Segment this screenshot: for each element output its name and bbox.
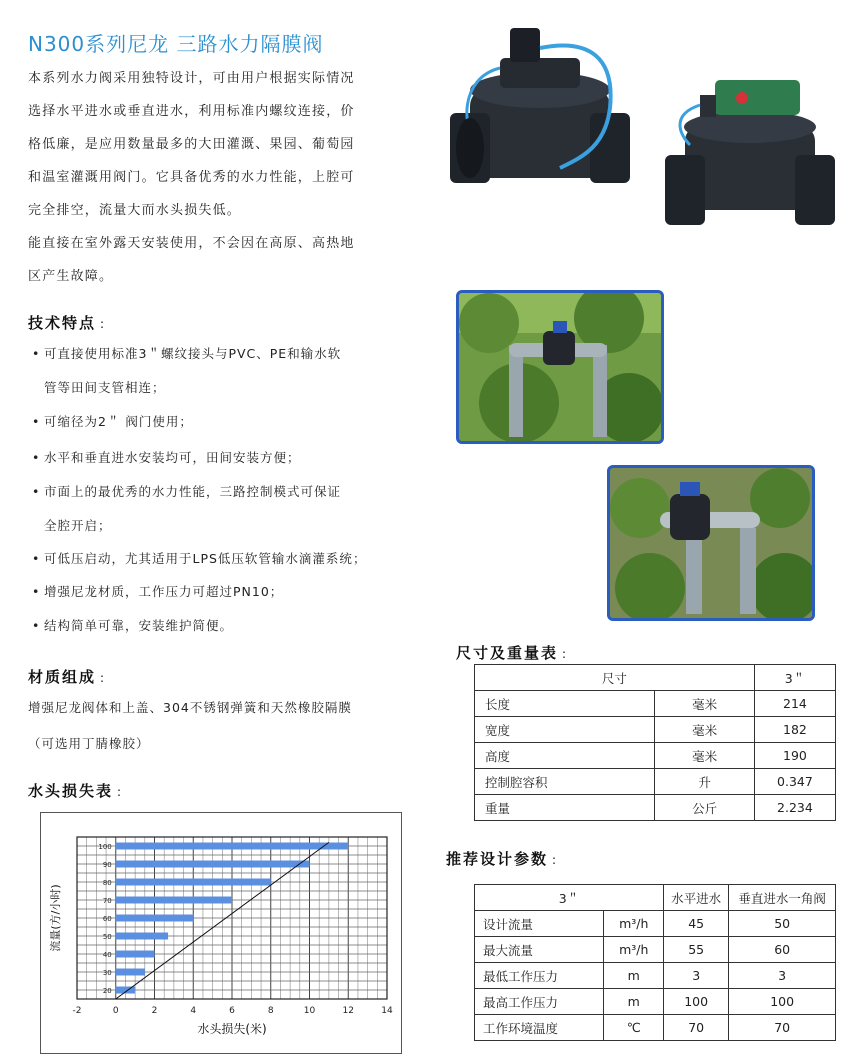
feature-item: • 市面上的最优秀的水力性能，三路控制模式可保证 — [32, 484, 342, 499]
x-tick-label: 12 — [342, 1006, 354, 1016]
y-tick-label: 30 — [102, 969, 112, 977]
table-cell: 公斤 — [655, 795, 754, 821]
table-cell: 控制腔容积 — [475, 769, 655, 795]
table-cell: ℃ — [604, 1015, 664, 1041]
y-tick-label: 90 — [102, 861, 112, 869]
bar — [116, 915, 194, 922]
intro-text — [28, 62, 388, 293]
params-heading: 推荐设计参数 : — [446, 850, 559, 868]
bar — [116, 951, 155, 958]
intro-line: 和温室灌溉用阀门。它具备优秀的水力性能，上腔可 — [28, 170, 355, 185]
material-line: （可选用丁腈橡胶） — [28, 736, 150, 751]
y-tick-label: 60 — [102, 915, 112, 923]
table-row — [475, 717, 836, 743]
table-cell: 60 — [729, 937, 836, 963]
table-cell: 214 — [754, 691, 835, 717]
table-cell: 50 — [729, 911, 836, 937]
table-cell: 100 — [664, 989, 729, 1015]
table-cell: m — [604, 989, 664, 1015]
field-photo-2 — [607, 465, 815, 621]
table-cell: m³/h — [604, 911, 664, 937]
table-cell: 0.347 — [754, 769, 835, 795]
table-header-cell: 3＂ — [754, 665, 835, 691]
valve-photo-2 — [660, 65, 850, 240]
table-cell: m³/h — [604, 937, 664, 963]
table-cell: 3 — [729, 963, 836, 989]
table-cell: 55 — [664, 937, 729, 963]
features-list — [32, 344, 412, 644]
material-line: 增强尼龙阀体和上盖、304不锈钢弹簧和天然橡胶隔膜 — [28, 700, 352, 715]
table-header-cell: 垂直进水一角阀 — [729, 885, 836, 911]
table-cell: 高度 — [475, 743, 655, 769]
table-header-cell: 3＂ — [475, 885, 664, 911]
table-cell: 190 — [754, 743, 835, 769]
x-tick-label: 10 — [303, 1006, 316, 1016]
feature-item: • 增强尼龙材质，工作压力可超过PN10； — [32, 584, 284, 599]
params-table — [474, 884, 836, 1041]
table-row — [475, 963, 836, 989]
y-tick-label: 50 — [102, 933, 112, 941]
bar — [116, 897, 232, 904]
dims-table — [474, 664, 836, 821]
intro-line: 区产生故障。 — [28, 269, 114, 284]
headloss-heading: 水头损失表 : — [28, 782, 124, 800]
table-cell: 宽度 — [475, 717, 655, 743]
feature-item: • 结构简单可靠，安装维护简便。 — [32, 618, 234, 633]
x-tick-label: 4 — [190, 1006, 197, 1016]
x-tick-label: 14 — [381, 1006, 393, 1016]
table-cell: 70 — [664, 1015, 729, 1041]
intro-line: 本系列水力阀采用独特设计，可由用户根据实际情况 — [28, 71, 355, 86]
bar — [116, 969, 145, 976]
y-tick-label: 70 — [102, 897, 112, 905]
table-row — [475, 691, 836, 717]
table-cell: 70 — [729, 1015, 836, 1041]
table-cell: 毫米 — [655, 743, 754, 769]
table-header-cell: 尺寸 — [475, 665, 755, 691]
feature-item: • 水平和垂直进水安装均可，田间安装方便； — [32, 450, 301, 465]
bar — [116, 861, 310, 868]
features-heading: 技术特点 : — [28, 314, 107, 332]
table-cell: 工作环境温度 — [475, 1015, 604, 1041]
x-axis-label: 水头损失(米) — [197, 1022, 267, 1036]
table-cell: 重量 — [475, 795, 655, 821]
y-axis-label: 流量(方/小时) — [49, 884, 62, 952]
intro-line: 能直接在室外露天安装使用，不会因在高原、高热地 — [28, 236, 355, 251]
table-cell: 3 — [664, 963, 729, 989]
table-row — [475, 769, 836, 795]
table-cell: 最大流量 — [475, 937, 604, 963]
table-row — [475, 1015, 836, 1041]
feature-item: 管等田间支管相连； — [44, 380, 166, 395]
table-row — [475, 795, 836, 821]
table-cell: 182 — [754, 717, 835, 743]
page-title: N300系列尼龙 三路水力隔膜阀 — [28, 32, 324, 56]
table-cell: 设计流量 — [475, 911, 604, 937]
y-tick-label: 20 — [102, 987, 112, 995]
dims-heading: 尺寸及重量表 : — [456, 644, 569, 662]
table-cell: 毫米 — [655, 717, 754, 743]
intro-line: 完全排空，流量大而水头损失低。 — [28, 203, 242, 218]
table-header-row — [475, 665, 836, 691]
feature-item: • 可缩径为2＂ 阀门使用； — [32, 414, 193, 429]
table-cell: 100 — [729, 989, 836, 1015]
y-tick-label: 80 — [102, 879, 112, 887]
x-tick-label: -2 — [72, 1006, 82, 1016]
table-cell: 长度 — [475, 691, 655, 717]
y-tick-label: 40 — [102, 951, 112, 959]
bar — [116, 843, 349, 850]
table-cell: 最低工作压力 — [475, 963, 604, 989]
table-header-cell: 水平进水 — [664, 885, 729, 911]
table-cell: 毫米 — [655, 691, 754, 717]
table-cell: 45 — [664, 911, 729, 937]
x-tick-label: 8 — [267, 1006, 274, 1016]
feature-item: • 可低压启动，尤其适用于LPS低压软管输水滴灌系统； — [32, 551, 367, 566]
field-photo-1 — [456, 290, 664, 444]
x-tick-label: 0 — [112, 1006, 119, 1016]
table-cell: 最高工作压力 — [475, 989, 604, 1015]
material-heading: 材质组成 : — [28, 668, 107, 686]
bar — [116, 879, 271, 886]
table-row — [475, 743, 836, 769]
x-tick-label: 6 — [229, 1006, 235, 1016]
table-cell: 升 — [655, 769, 754, 795]
headloss-chart — [40, 812, 402, 1054]
table-cell: 2.234 — [754, 795, 835, 821]
intro-line: 选择水平进水或垂直进水，利用标准内螺纹连接，价 — [28, 104, 355, 119]
table-row — [475, 989, 836, 1015]
table-cell: m — [604, 963, 664, 989]
headloss-chart-svg — [41, 813, 401, 1053]
x-tick-label: 2 — [151, 1006, 158, 1016]
valve-photo-1 — [440, 18, 640, 208]
table-row — [475, 937, 836, 963]
feature-item: 全腔开启； — [44, 518, 112, 533]
y-tick-label: 100 — [98, 843, 112, 851]
bar — [116, 933, 168, 940]
intro-line: 格低廉，是应用数量最多的大田灌溉、果园、葡萄园 — [28, 137, 355, 152]
feature-item: • 可直接使用标准3＂螺纹接头与PVC、PE和输水软 — [32, 346, 342, 361]
table-header-row — [475, 885, 836, 911]
table-row — [475, 911, 836, 937]
